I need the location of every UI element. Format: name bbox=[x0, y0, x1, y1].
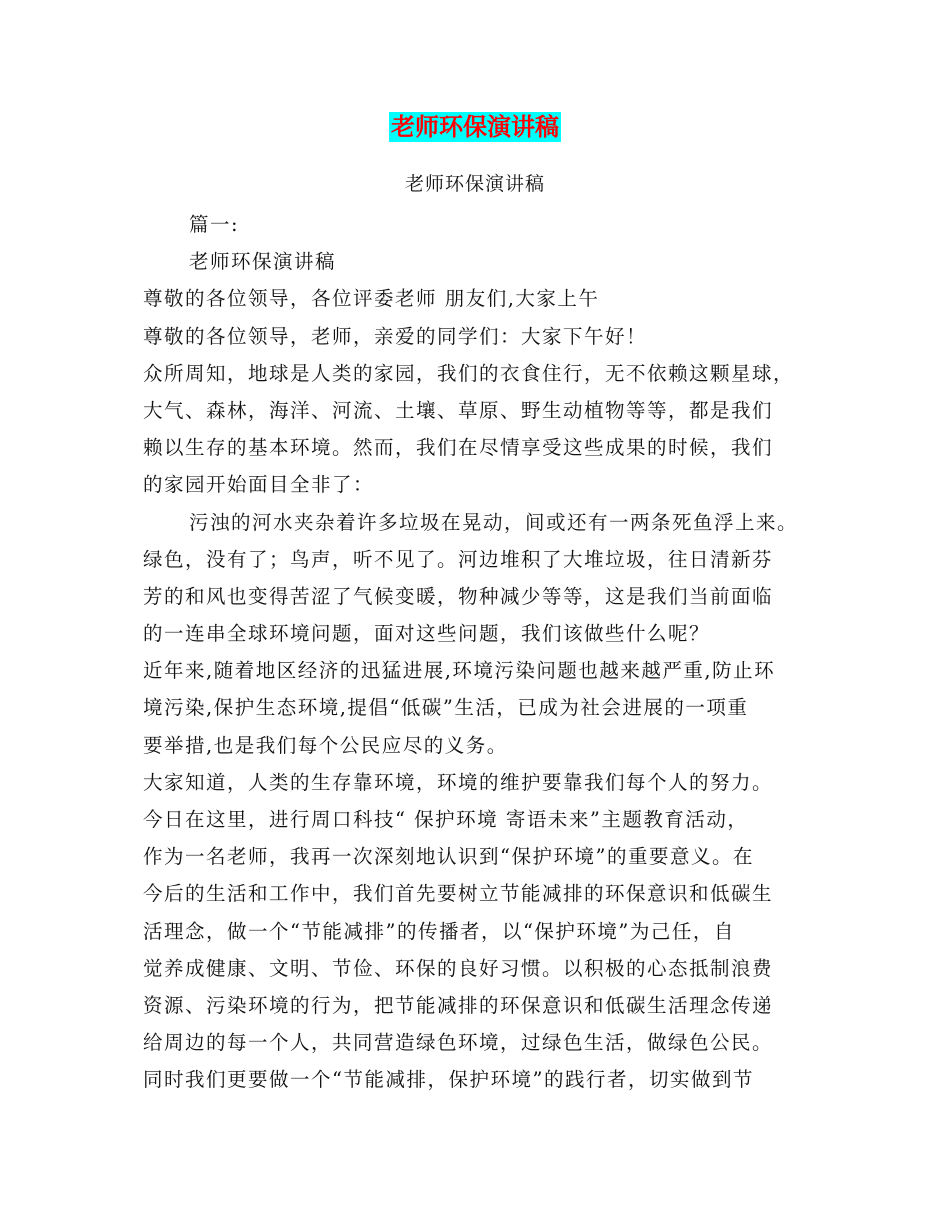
text-line: 给周边的每一个人，共同营造绿色环境，过绿色生活，做绿色公民。 bbox=[143, 1031, 774, 1055]
text-line: 众所周知，地球是人类的家园，我们的衣食住行，无不依赖这颗星球， bbox=[143, 361, 795, 385]
text-line: 大家知道，人类的生存靠环境，环境的维护要靠我们每个人的努力。 bbox=[143, 770, 774, 794]
text-line: 芳的和风也变得苦涩了气候变暖，物种减少等等，这是我们当前面临 bbox=[143, 584, 774, 608]
text-line: 篇一: bbox=[189, 213, 240, 236]
document-body bbox=[143, 206, 823, 1099]
text-line: 今后的生活和工作中，我们首先要树立节能减排的环保意识和低碳生 bbox=[143, 882, 774, 906]
text-line: 大气、森林，海洋、河流、土壤、草原、野生动植物等等，都是我们 bbox=[143, 398, 774, 422]
document-subtitle: 老师环保演讲稿 bbox=[404, 173, 545, 195]
text-line: 境污染,保护生态环境,提倡“低碳”生活，已成为社会进展的一项重 bbox=[143, 696, 749, 720]
text-line: 同时我们更要做一个“节能减排，保护环境”的践行者，切实做到节 bbox=[143, 1068, 754, 1092]
text-line: 的一连串全球环境问题，面对这些问题，我们该做些什么呢？ bbox=[143, 622, 711, 646]
text-line: 作为一名老师，我再一次深刻地认识到“保护环境”的重要意义。在 bbox=[143, 845, 754, 869]
text-line: 老师环保演讲稿 bbox=[189, 250, 337, 274]
text-line: 赖以生存的基本环境。然而，我们在尽情享受这些成果的时候，我们 bbox=[143, 436, 774, 460]
text-line: 绿色，没有了；鸟声，听不见了。河边堆积了大堆垃圾，往日清新芬 bbox=[143, 547, 774, 571]
text-line: 污浊的河水夹杂着许多垃圾在晃动，间或还有一两条死鱼浮上来。 bbox=[189, 510, 799, 534]
text-line: 尊敬的各位领导，各位评委老师 朋友们,大家上午 bbox=[143, 287, 600, 311]
text-line: 近年来,随着地区经济的迅猛进展,环境污染问题也越来越严重,防止环 bbox=[143, 659, 776, 683]
text-line: 尊敬的各位领导，老师，亲爱的同学们：大家下午好！ bbox=[143, 324, 648, 348]
text-line: 的家园开始面目全非了： bbox=[143, 473, 375, 497]
text-line: 资源、污染环境的行为，把节能减排的环保意识和低碳生活理念传递 bbox=[143, 993, 774, 1017]
text-line: 要举措,也是我们每个公民应尽的义务。 bbox=[143, 733, 508, 757]
document-title: 老师环保演讲稿 bbox=[391, 113, 559, 141]
text-line: 今日在这里，进行周口科技“ 保护环境 寄语未来”主题教育活动， bbox=[143, 808, 749, 831]
text-line: 觉养成健康、文明、节俭、环保的良好习惯。以积极的心态抵制浪费 bbox=[143, 956, 774, 980]
title-container bbox=[0, 112, 950, 142]
text-line: 活理念，做一个“节能减排”的传播者，以“保护环境”为己任，自 bbox=[143, 919, 735, 943]
